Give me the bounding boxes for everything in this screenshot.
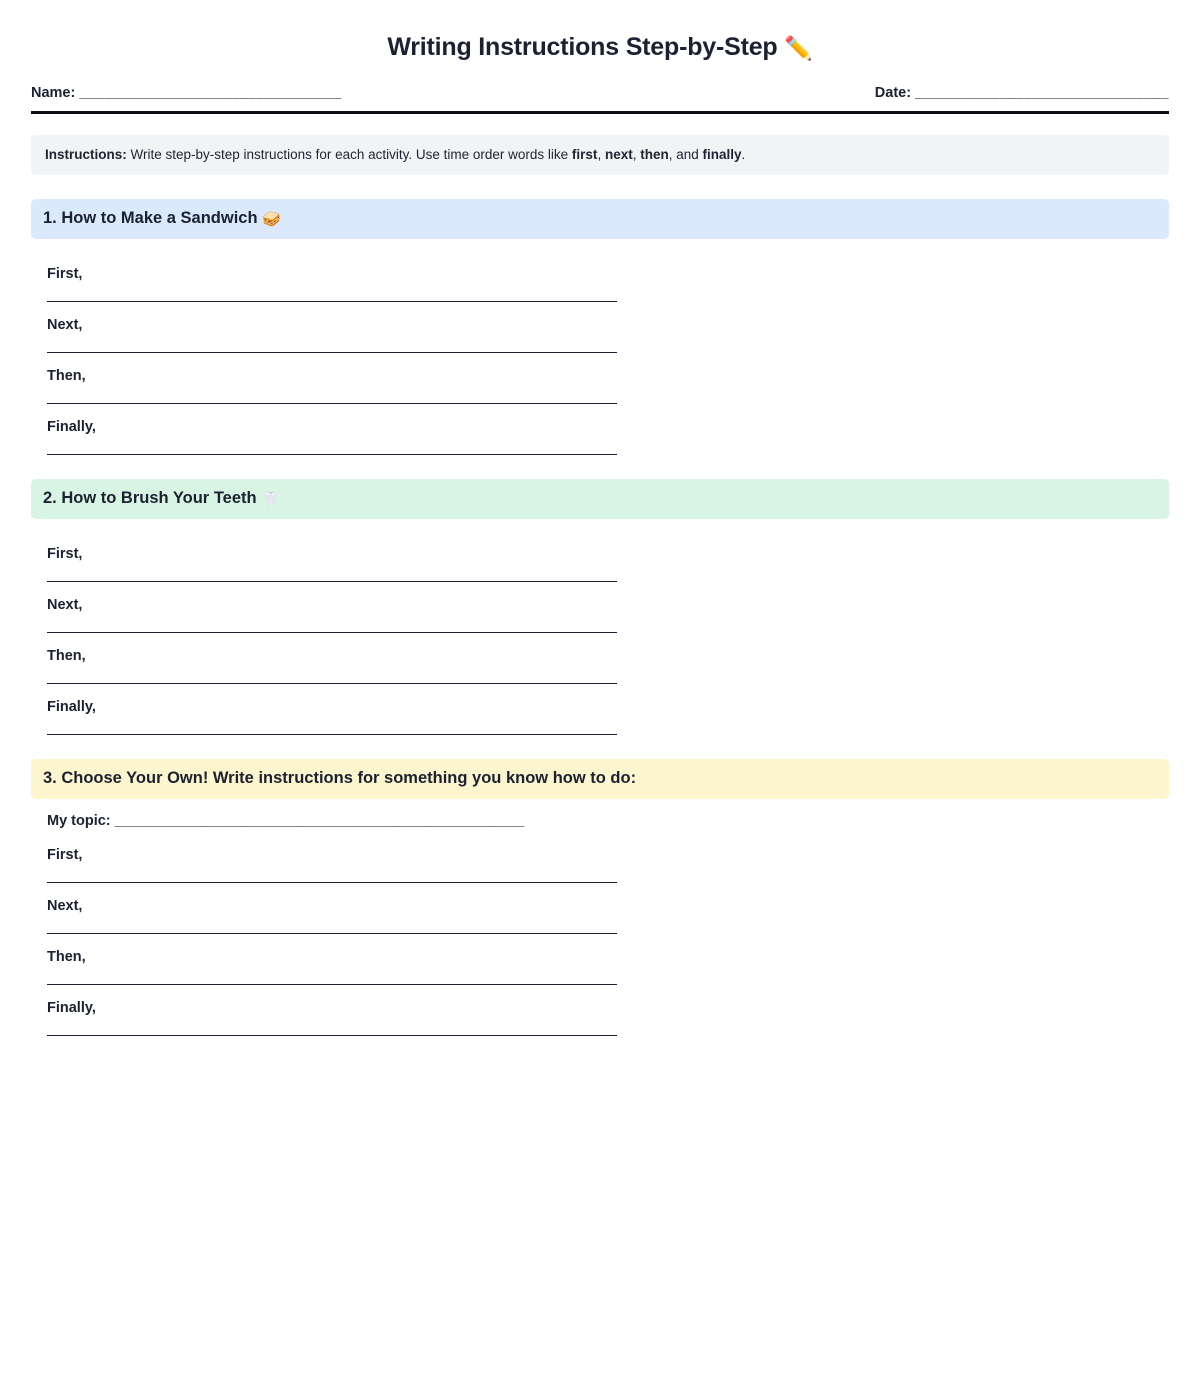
name-blank-line[interactable]: _______________________________ bbox=[79, 84, 342, 101]
my-topic-label: My topic: bbox=[47, 812, 111, 829]
name-date-row bbox=[31, 85, 1169, 101]
step-item bbox=[47, 404, 1169, 455]
date-label: Date: bbox=[874, 84, 912, 101]
step-item bbox=[47, 832, 1169, 883]
step-item bbox=[47, 934, 1169, 985]
steps-list-3 bbox=[31, 830, 1169, 1036]
date-field[interactable] bbox=[875, 85, 1169, 101]
section-header-3 bbox=[31, 759, 1169, 799]
time-word-first: first bbox=[571, 146, 598, 162]
instructions-sep-2: , bbox=[632, 146, 641, 162]
step-label-finally-1: Finally, bbox=[47, 419, 96, 436]
instructions-sep-3: , and bbox=[668, 146, 703, 162]
pencil-icon: ✏️ bbox=[784, 35, 813, 61]
step-item bbox=[47, 531, 1169, 582]
step-label-first-2: First, bbox=[47, 546, 83, 563]
step-item bbox=[47, 582, 1169, 633]
step-label-finally-2: Finally, bbox=[47, 699, 96, 716]
step-item bbox=[47, 985, 1169, 1036]
page-title-text: Writing Instructions Step-by-Step bbox=[387, 33, 778, 61]
step-item bbox=[47, 302, 1169, 353]
my-topic-row[interactable] bbox=[31, 799, 1169, 830]
section-sandwich bbox=[31, 199, 1169, 455]
step-item bbox=[47, 251, 1169, 302]
my-topic-blank-line[interactable]: _________________________________________________ bbox=[114, 812, 525, 829]
section-heading-2: 2. How to Brush Your Teeth bbox=[43, 488, 257, 507]
instructions-text-before: Write step-by-step instructions for each activity. Use time order words like bbox=[126, 146, 572, 162]
section-choose-your-own bbox=[31, 759, 1169, 1036]
instructions-sep-1: , bbox=[597, 146, 605, 162]
step-label-first-1: First, bbox=[47, 266, 83, 283]
step-item bbox=[47, 883, 1169, 934]
steps-list-2 bbox=[31, 519, 1169, 735]
time-word-next: next bbox=[604, 146, 633, 162]
name-field[interactable] bbox=[31, 85, 342, 101]
section-heading-3: 3. Choose Your Own! Write instructions for something you know how to do: bbox=[43, 768, 637, 787]
section-header-1 bbox=[31, 199, 1169, 239]
step-label-finally-3: Finally, bbox=[47, 999, 96, 1016]
steps-list-1 bbox=[31, 239, 1169, 455]
step-item bbox=[47, 353, 1169, 404]
section-heading-1: 1. How to Make a Sandwich bbox=[43, 208, 258, 227]
write-line-finally-1[interactable] bbox=[47, 454, 617, 455]
time-word-finally: finally bbox=[702, 146, 742, 162]
instructions-label: Instructions: bbox=[45, 146, 127, 162]
step-label-first-3: First, bbox=[47, 846, 83, 863]
step-label-next-1: Next, bbox=[47, 317, 83, 334]
write-line-finally-3[interactable] bbox=[47, 1035, 617, 1036]
step-label-next-3: Next, bbox=[47, 897, 83, 914]
instructions-text-after: . bbox=[741, 146, 746, 162]
sandwich-icon: 🥪 bbox=[262, 210, 281, 228]
write-line-finally-2[interactable] bbox=[47, 734, 617, 735]
step-label-then-1: Then, bbox=[47, 368, 86, 385]
page-title bbox=[31, 0, 1169, 62]
step-label-then-3: Then, bbox=[47, 948, 86, 965]
section-header-2 bbox=[31, 479, 1169, 519]
instructions-banner bbox=[31, 135, 1169, 175]
name-label: Name: bbox=[31, 84, 76, 101]
header-divider bbox=[31, 111, 1169, 114]
tooth-icon: 🦷 bbox=[261, 490, 280, 508]
section-teeth bbox=[31, 479, 1169, 735]
time-word-then: then bbox=[640, 146, 669, 162]
step-label-then-2: Then, bbox=[47, 648, 86, 665]
step-item bbox=[47, 684, 1169, 735]
step-label-next-2: Next, bbox=[47, 597, 83, 614]
step-item bbox=[47, 633, 1169, 684]
date-blank-line[interactable]: ______________________________ bbox=[915, 84, 1169, 101]
